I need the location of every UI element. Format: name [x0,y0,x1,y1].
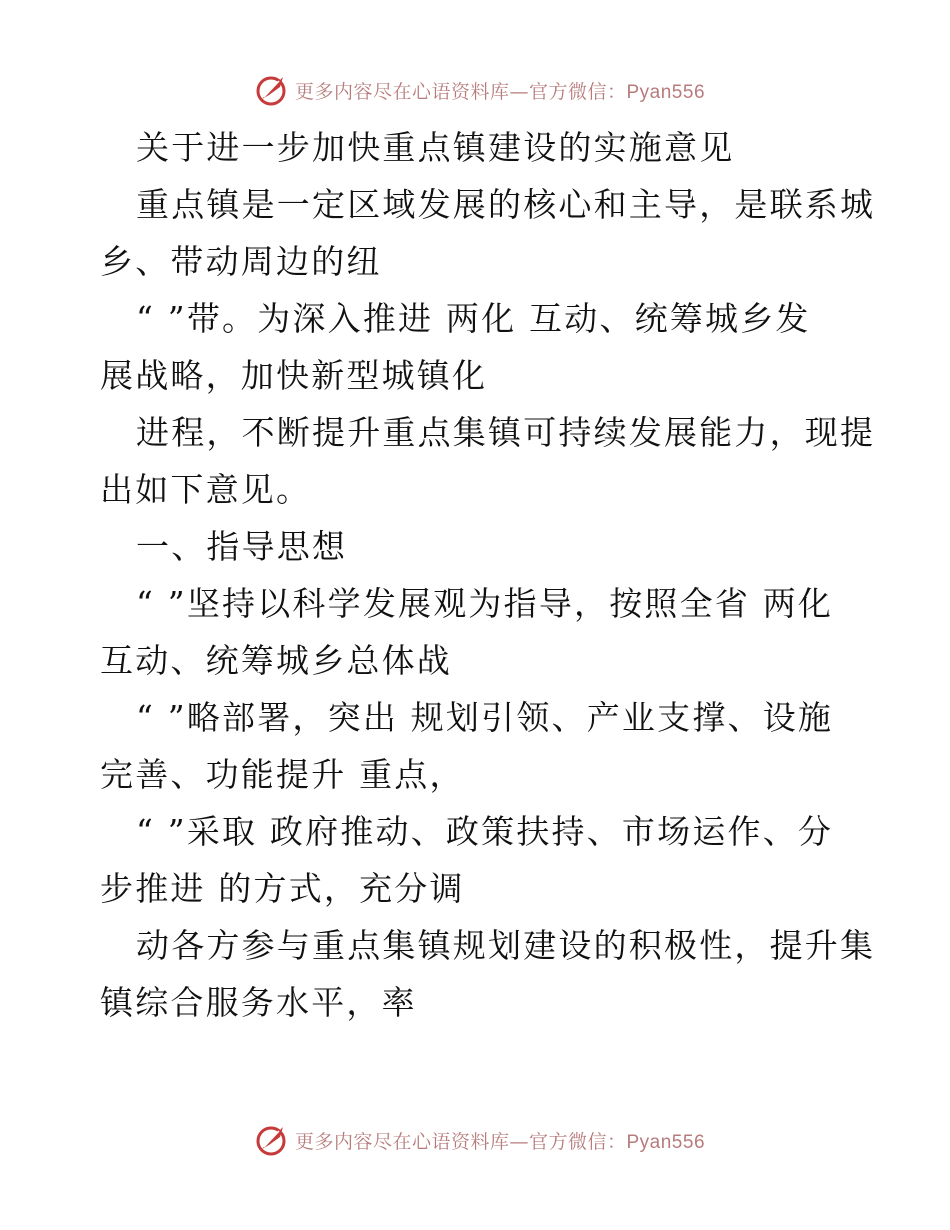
paragraph-line: 互动、统筹城乡总体战 [100,641,452,680]
paragraph-line: “ ”坚持以科学发展观为指导，按照全省 两化 [136,584,834,623]
document-title: 关于进一步加快重点镇建设的实施意见 [136,128,735,167]
paragraph-line: 进程，不断提升重点集镇可持续发展能力，现提 [136,413,876,452]
paragraph-line: 步推进 的方式，充分调 [100,869,465,908]
watermark-text: 更多内容尽在心语资料库—官方微信： [294,1130,627,1153]
paragraph-line: 重点镇是一定区域发展的核心和主导，是联系城 [136,185,876,224]
paragraph-line: 乡、带动周边的纽 [100,242,382,281]
paragraph-line: 完善、功能提升 重点， [100,755,465,794]
quill-logo-icon [255,1123,289,1157]
paragraph-line: “ ”带。为深入推进 两化 互动、统筹城乡发 [136,299,811,338]
paragraph-line: 镇综合服务水平，率 [100,983,417,1022]
header-watermark [0,70,950,110]
watermark-wechat: Pyan556 [626,81,706,103]
watermark-wechat: Pyan556 [626,1131,706,1153]
paragraph-line: 出如下意见。 [100,470,312,509]
quill-logo-icon [255,73,289,107]
watermark-text: 更多内容尽在心语资料库—官方微信： [294,80,627,103]
section-heading: 一、指导思想 [136,527,348,566]
document-body [100,119,876,1031]
paragraph-line: 展战略，加快新型城镇化 [100,356,488,395]
paragraph-line: 动各方参与重点集镇规划建设的积极性，提升集 [136,926,876,965]
paragraph-line: “ ”略部署，突出 规划引领、产业支撑、设施 [136,698,834,737]
paragraph-line: “ ”采取 政府推动、政策扶持、市场运作、分 [136,812,834,851]
footer-watermark [0,1120,950,1160]
